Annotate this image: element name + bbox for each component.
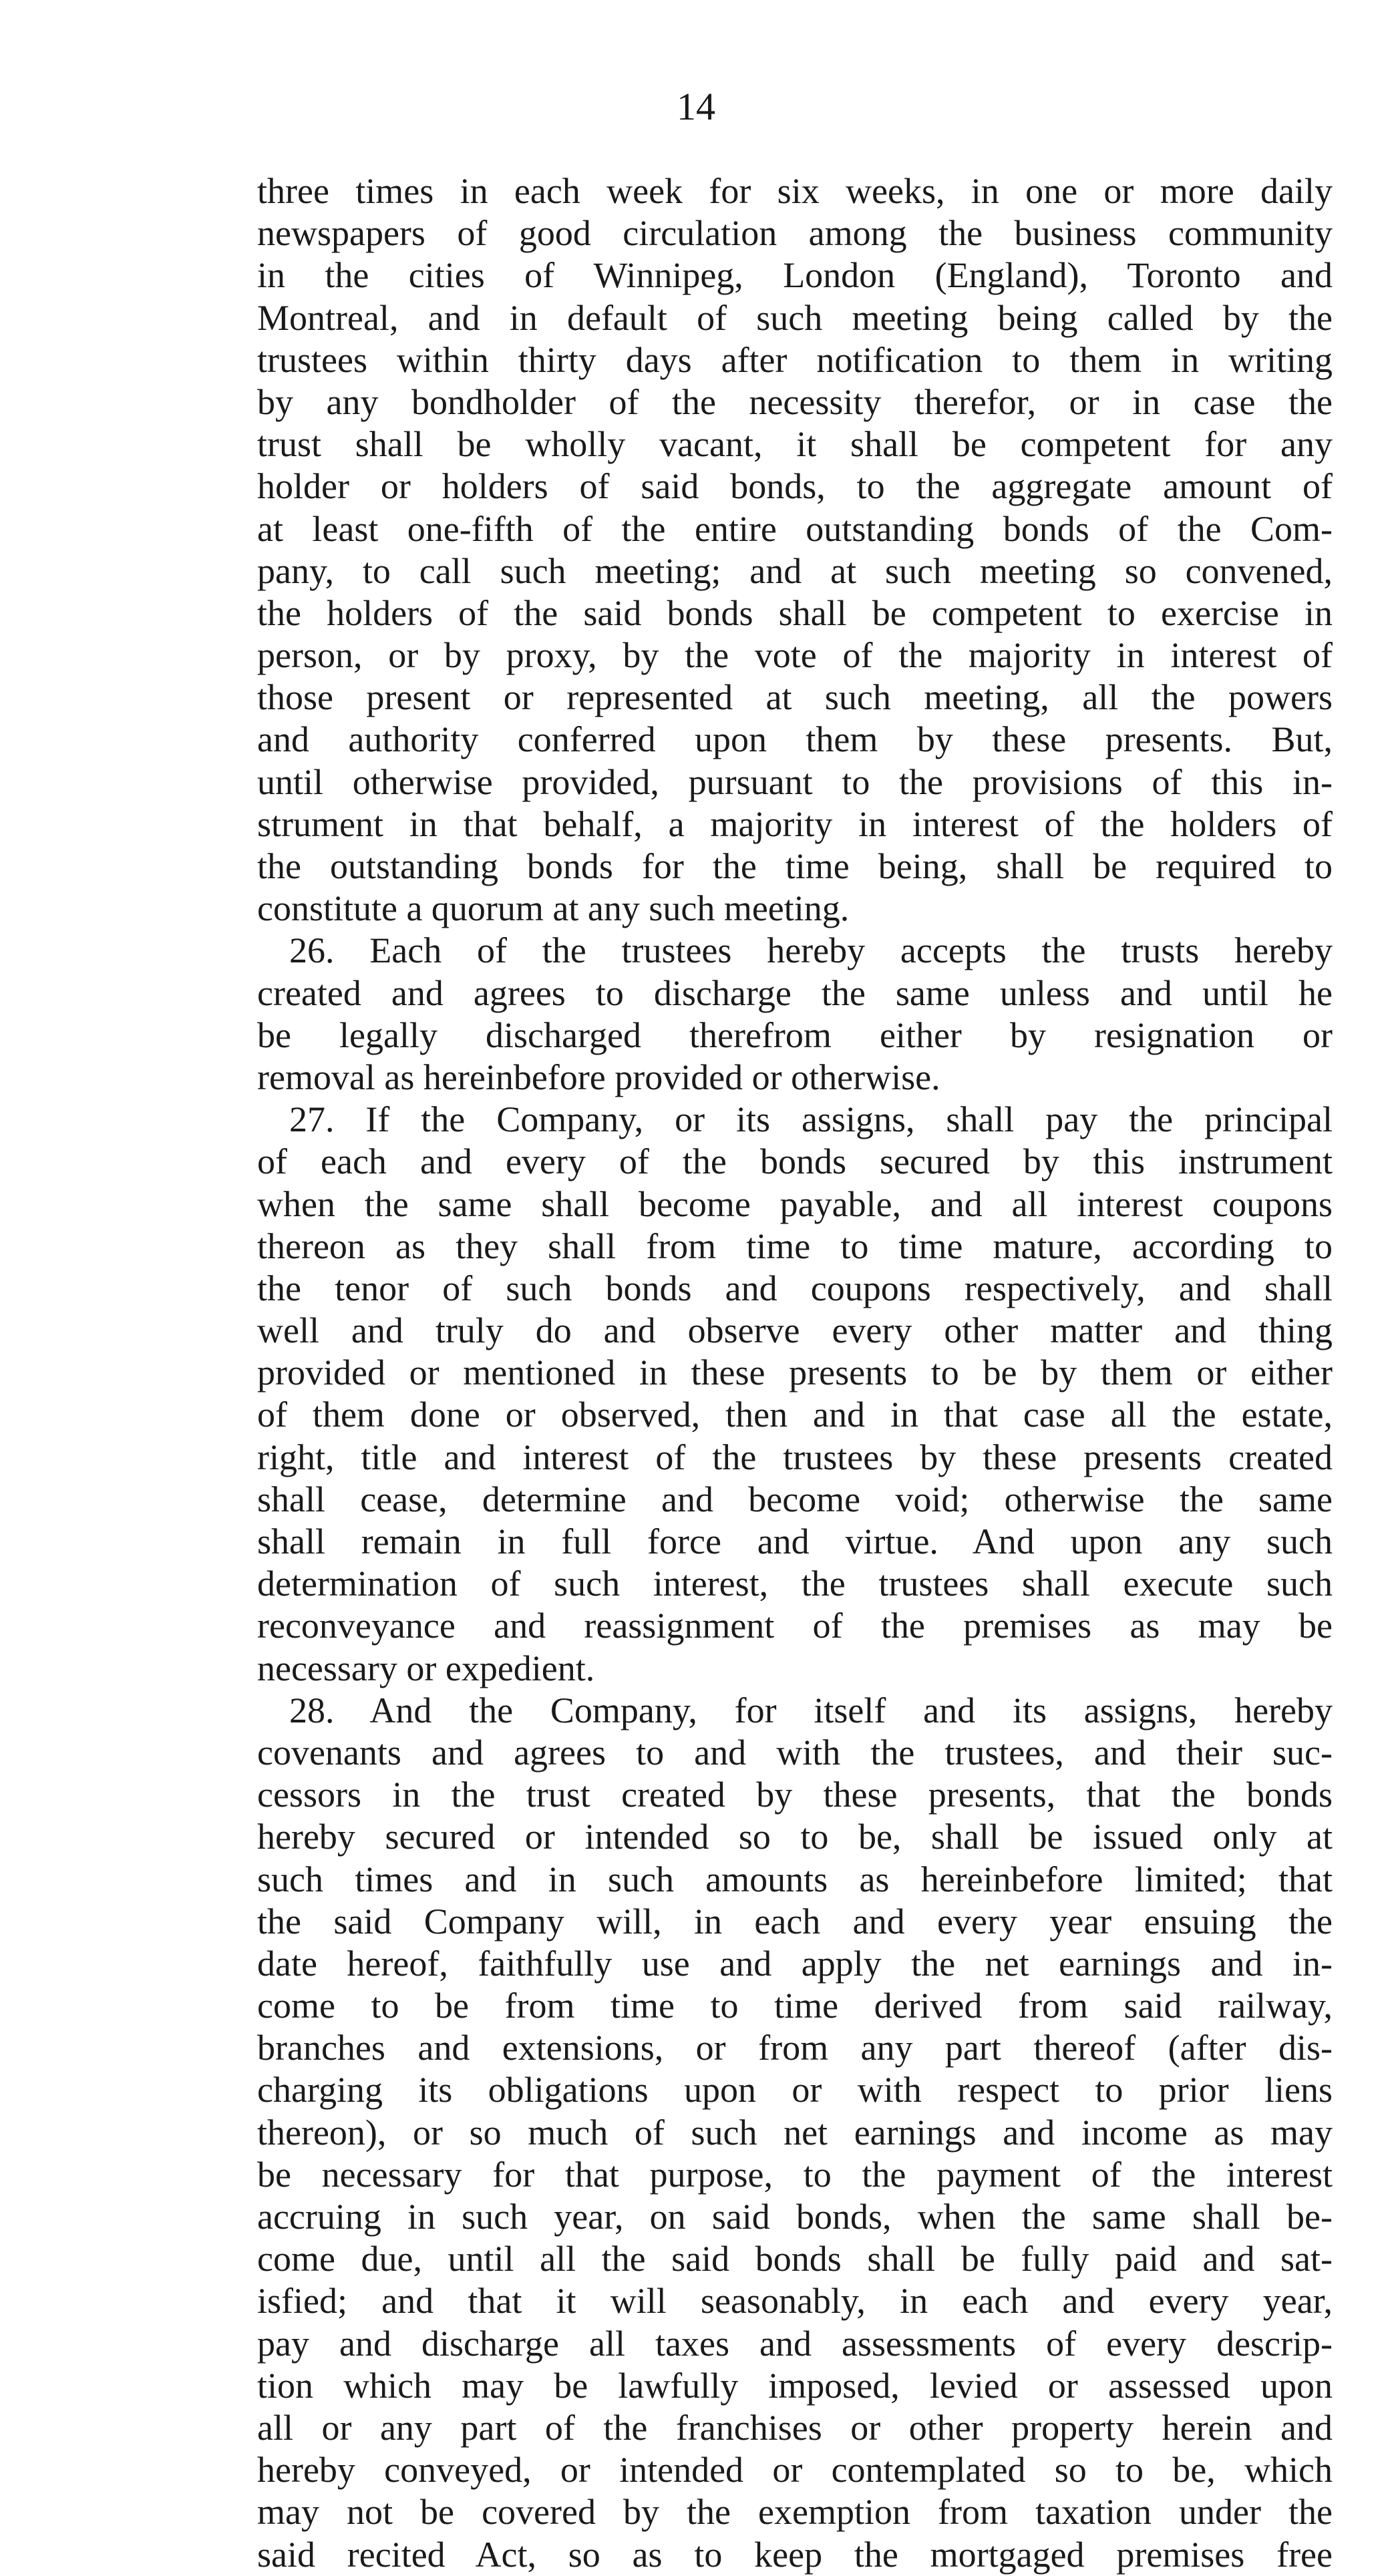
text-line: of each and every of the bonds secured by this instrument [257, 1141, 1333, 1182]
text-line: isfied; and that it will seasonably, in each and every year, [257, 2281, 1333, 2322]
paragraph-27-start: 27. If the Company, or its assigns, shall pay the principal [289, 1099, 1333, 1140]
text-line: when the same shall become payable, and all interest coupons [257, 1183, 1333, 1224]
text-line: hereby secured or intended so to be, shall be issued only at [257, 1817, 1333, 1857]
text-line: until otherwise provided, pursuant to the provisions of this in- [257, 761, 1333, 802]
text-line: three times in each week for six weeks, in one or more daily [257, 171, 1333, 211]
text-line: necessary or expedient. [257, 1648, 595, 1688]
text-line: said recited Act, so as to keep the mortgaged premises free [257, 2534, 1333, 2575]
text-line: the outstanding bonds for the time being, shall be required to [257, 846, 1333, 886]
text-line: and authority conferred upon them by these presents. But, [257, 719, 1333, 760]
text-line: in the cities of Winnipeg, London (England), Toronto and [257, 255, 1333, 296]
text-line: charging its obligations upon or with respect to prior liens [257, 2070, 1333, 2110]
paragraph-26-start: 26. Each of the trustees hereby accepts the trusts hereby [289, 930, 1333, 971]
text-line: accruing in such year, on said bonds, when the same shall be- [257, 2197, 1333, 2237]
text-line: constitute a quorum at any such meeting. [257, 888, 850, 929]
text-line: reconveyance and reassignment of the premises as may be [257, 1606, 1333, 1646]
text-line: of them done or observed, then and in that case all the estate, [257, 1395, 1333, 1435]
text-line: hereby conveyed, or intended or contemplated so to be, which [257, 2450, 1333, 2491]
text-line: all or any part of the franchises or other property herein and [257, 2407, 1333, 2448]
text-line: come to be from time to time derived from said railway, [257, 1986, 1333, 2026]
text-line: Montreal, and in default of such meeting being called by the [257, 297, 1333, 338]
page-number: 14 [677, 85, 715, 128]
text-line: cessors in the trust created by these presents, that the bonds [257, 1775, 1333, 1815]
text-line: right, title and interest of the trustees by these presents created [257, 1437, 1333, 1477]
text-line: thereon), or so much of such net earnings and income as may [257, 2112, 1333, 2153]
text-line: date hereof, faithfully use and apply the net earnings and in- [257, 1943, 1333, 1984]
text-line: strument in that behalf, a majority in interest of the holders of [257, 803, 1333, 844]
text-line: covenants and agrees to and with the trustees, and their suc- [257, 1732, 1333, 1773]
text-line: trust shall be wholly vacant, it shall be competent for any [257, 424, 1333, 465]
text-line: the said Company will, in each and every year ensuing the [257, 1901, 1333, 1942]
text-line: holder or holders of said bonds, to the aggregate amount of [257, 466, 1333, 507]
text-line: at least one-fifth of the entire outstanding bonds of the Com- [257, 508, 1333, 549]
text-line: the tenor of such bonds and coupons respectively, and shall [257, 1268, 1333, 1308]
text-line: well and truly do and observe every other matter and thing [257, 1310, 1333, 1351]
text-line: be legally discharged therefrom either by resignation or [257, 1015, 1333, 1055]
text-line: tion which may be lawfully imposed, levied or assessed upon [257, 2365, 1333, 2406]
text-line: come due, until all the said bonds shall be fully paid and sat- [257, 2239, 1333, 2279]
text-line: provided or mentioned in these presents to be by them or either [257, 1352, 1333, 1393]
text-line: shall cease, determine and become void; otherwise the same [257, 1479, 1333, 1519]
body-text [257, 170, 1333, 2576]
text-line: created and agrees to discharge the same unless and until he [257, 972, 1333, 1013]
text-line: determination of such interest, the trustees shall execute such [257, 1563, 1333, 1604]
text-line: newspapers of good circulation among the business community [257, 213, 1333, 254]
text-line: trustees within thirty days after notification to them in writing [257, 339, 1333, 380]
text-line: pany, to call such meeting; and at such meeting so convened, [257, 550, 1333, 591]
text-line: pay and discharge all taxes and assessments of every descrip- [257, 2323, 1333, 2364]
text-line: thereon as they shall from time to time mature, according to [257, 1226, 1333, 1266]
text-line: shall remain in full force and virtue. And upon any such [257, 1521, 1333, 1561]
text-line: such times and in such amounts as hereinbefore limited; that [257, 1859, 1333, 1899]
text-line: branches and extensions, or from any part thereof (after dis- [257, 2028, 1333, 2068]
text-line: may not be covered by the exemption from taxation under the [257, 2492, 1333, 2533]
paragraph-28-start: 28. And the Company, for itself and its assigns, hereby [289, 1690, 1333, 1730]
text-line: person, or by proxy, by the vote of the majority in interest of [257, 635, 1333, 676]
text-line: those present or represented at such meeting, all the powers [257, 677, 1333, 718]
text-line: the holders of the said bonds shall be competent to exercise in [257, 592, 1333, 633]
text-line: be necessary for that purpose, to the payment of the interest [257, 2154, 1333, 2195]
text-line: by any bondholder of the necessity therefor, or in case the [257, 381, 1333, 422]
text-line: removal as hereinbefore provided or otherwise. [257, 1057, 940, 1097]
